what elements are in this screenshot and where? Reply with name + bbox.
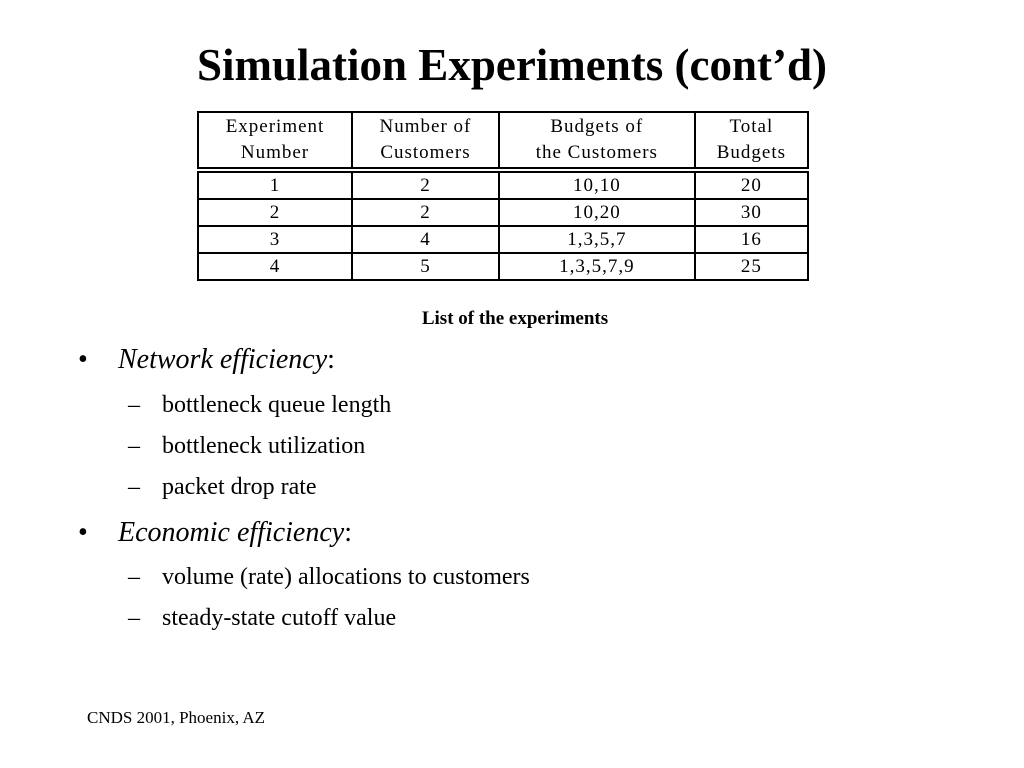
- table-row: [198, 226, 808, 253]
- sub-marker: –: [128, 392, 140, 418]
- sub-item: [128, 390, 391, 420]
- sub-item-text: bottleneck utilization: [162, 433, 366, 459]
- cell-budgets: 10,20: [499, 199, 695, 226]
- bullet-marker: •: [78, 517, 88, 548]
- header-line: Budgets of: [550, 116, 644, 137]
- sub-marker: –: [128, 564, 140, 590]
- header-total-budgets: [695, 112, 808, 170]
- table-row: [198, 199, 808, 226]
- sub-item: [128, 603, 396, 633]
- header-experiment-number: [198, 112, 352, 170]
- experiments-table: [197, 111, 809, 281]
- cell-experiment: 3: [198, 226, 352, 253]
- header-number-of-customers: [352, 112, 499, 170]
- bullet-label: Network efficiency: [118, 344, 328, 375]
- sub-marker: –: [128, 605, 140, 631]
- sub-item-text: steady-state cutoff value: [162, 605, 397, 631]
- cell-customers: 5: [352, 253, 499, 280]
- header-line: Total: [729, 116, 774, 137]
- cell-total: 16: [695, 226, 808, 253]
- header-line: Number: [240, 142, 310, 163]
- bullet-suffix: :: [327, 344, 335, 375]
- cell-experiment: 4: [198, 253, 352, 280]
- sub-item: [128, 562, 530, 592]
- cell-budgets: 10,10: [499, 170, 695, 199]
- bullet-economic-efficiency: [78, 516, 352, 550]
- cell-total: 30: [695, 199, 808, 226]
- slide-footer: CNDS 2001, Phoenix, AZ: [87, 708, 266, 727]
- header-line: Experiment: [225, 116, 325, 137]
- header-line: Budgets: [716, 142, 786, 163]
- cell-experiment: 1: [198, 170, 352, 199]
- bullet-marker: •: [78, 344, 88, 375]
- header-line: Customers: [380, 142, 471, 163]
- cell-experiment: 2: [198, 199, 352, 226]
- sub-marker: –: [128, 474, 140, 500]
- table-header-row: [198, 112, 808, 170]
- sub-item: [128, 431, 365, 461]
- cell-total: 20: [695, 170, 808, 199]
- bullet-network-efficiency: [78, 343, 335, 377]
- cell-customers: 2: [352, 199, 499, 226]
- cell-budgets: 1,3,5,7: [499, 226, 695, 253]
- bullet-suffix: :: [344, 517, 352, 548]
- sub-item-text: bottleneck queue length: [162, 392, 392, 418]
- header-budgets-of-customers: [499, 112, 695, 170]
- header-line: the Customers: [535, 142, 658, 163]
- cell-budgets: 1,3,5,7,9: [499, 253, 695, 280]
- cell-total: 25: [695, 253, 808, 280]
- sub-item-text: packet drop rate: [162, 474, 317, 500]
- sub-marker: –: [128, 433, 140, 459]
- table-row: [198, 253, 808, 280]
- sub-item: [128, 472, 317, 502]
- cell-customers: 2: [352, 170, 499, 199]
- cell-customers: 4: [352, 226, 499, 253]
- table-caption: List of the experiments: [421, 308, 609, 329]
- header-line: Number of: [379, 116, 472, 137]
- slide-title: Simulation Experiments (cont’d): [197, 40, 827, 90]
- sub-item-text: volume (rate) allocations to customers: [162, 564, 530, 590]
- bullet-label: Economic efficiency: [118, 517, 345, 548]
- table-row: [198, 170, 808, 199]
